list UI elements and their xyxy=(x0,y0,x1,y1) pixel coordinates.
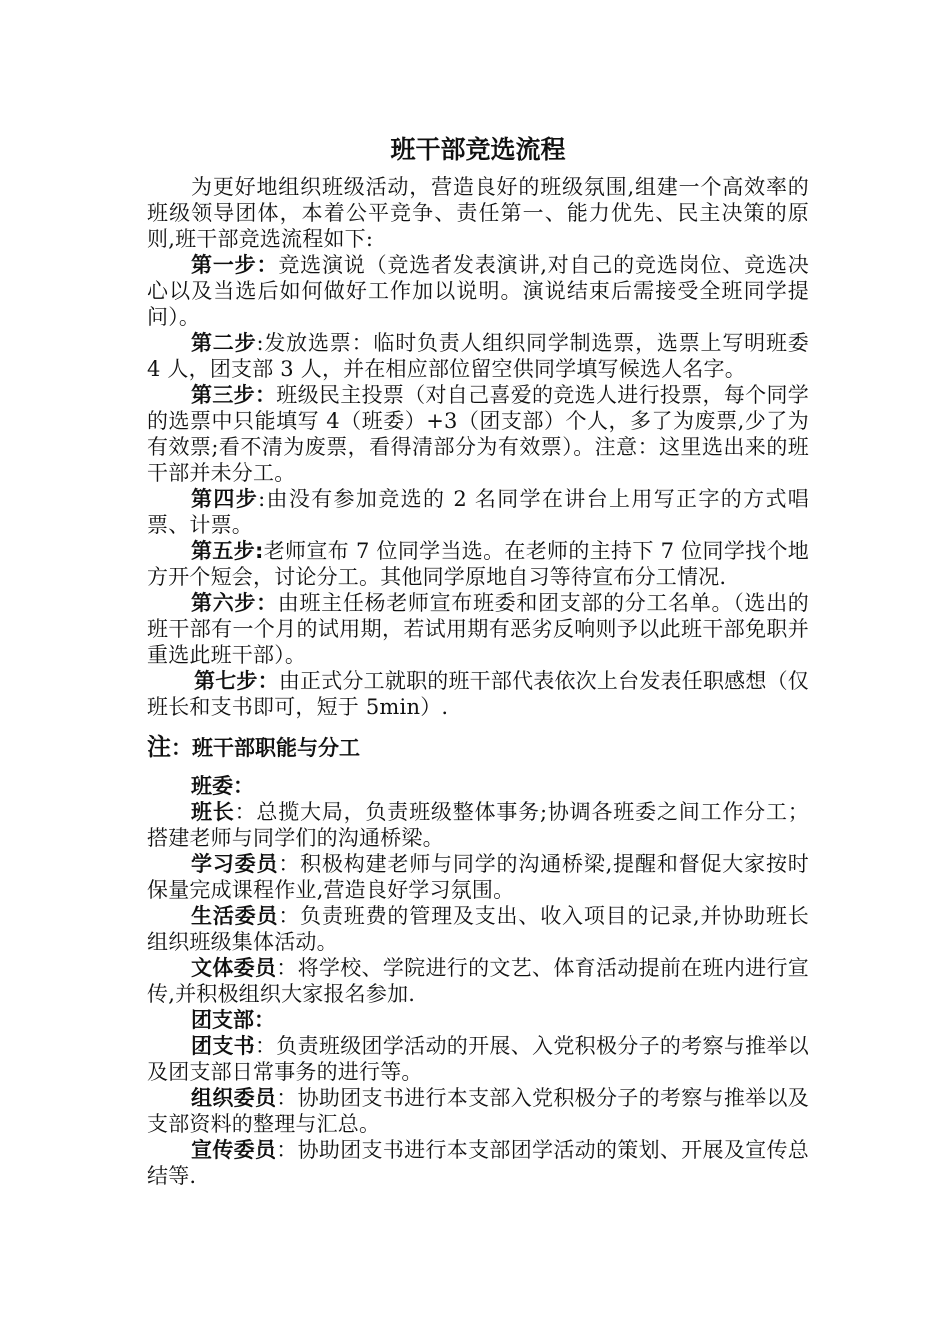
step-2 xyxy=(147,330,809,382)
note-heading xyxy=(147,734,809,761)
role-label: 班长 xyxy=(191,800,235,824)
step-6 xyxy=(147,590,809,668)
role-publicity-committee xyxy=(147,1137,809,1189)
step-7 xyxy=(147,668,809,720)
step-label: 第七步： xyxy=(194,669,279,693)
class-committee-heading: 班委： xyxy=(191,774,254,798)
document-title: 班干部竞选流程 xyxy=(390,135,566,164)
step-text: :发放选票：临时负责人组织同学制选票，选票上写明班委 4 人，团支部 3 人，并在相应部位留空供同学填写候选人名字。 xyxy=(147,331,809,381)
step-1 xyxy=(147,252,809,330)
role-arts-sports-committee xyxy=(147,955,809,1007)
note-heading-text: ：班干部职能与分工 xyxy=(171,736,360,760)
step-text: :由没有参加竞选的 2 名同学在讲台上用写正字的方式唱票、计票。 xyxy=(147,487,809,537)
intro-paragraph: 为更好地组织班级活动，营造良好的班级氛围,组建一个高效率的班级领导团体，本着公平竞争、责任第一、能力优先、民主决策的原则,班干部竞选流程如下: xyxy=(147,175,809,251)
step-label: 第六步： xyxy=(191,591,278,615)
role-organization-committee xyxy=(147,1085,809,1137)
role-text: ：负责班费的管理及支出、收入项目的记录,并协助班长组织班级集体活动。 xyxy=(147,904,809,954)
document-page xyxy=(147,130,809,1189)
role-label: 团支书 xyxy=(191,1034,255,1058)
step-text: 班级民主投票（对自己喜爱的竞选人进行投票，每个同学的选票中只能填写 4（班委）+3（团支部）个人，多了为废票,少了为有效票;看不清为废票，看得清部分为有效票）。注意：这里选出来的班干部并未分工。 xyxy=(147,383,809,485)
step-label: 第四步 xyxy=(191,487,259,511)
role-text: ：总揽大局，负责班级整体事务;协调各班委之间工作分工；搭建老师与同学们的沟通桥梁。 xyxy=(147,800,809,850)
role-label: 宣传委员 xyxy=(191,1138,277,1162)
step-4 xyxy=(147,486,809,538)
step-label: 第三步： xyxy=(191,383,277,407)
role-text: ：协助团支书进行本支部入党积极分子的考察与推举以及支部资料的整理与汇总。 xyxy=(147,1086,809,1136)
step-label: 第二步 xyxy=(191,331,257,355)
step-text: 老师宣布 7 位同学当选。在老师的主持下 7 位同学找个地方开个短会，讨论分工。其他同学原地自习等待宣布分工情况. xyxy=(147,539,809,589)
league-branch-heading: 团支部： xyxy=(191,1008,275,1032)
step-label: 第五步: xyxy=(191,539,264,563)
role-study-committee xyxy=(147,851,809,903)
step-3 xyxy=(147,382,809,486)
role-text: ：将学校、学院进行的文艺、体育活动提前在班内进行宣传,并积极组织大家报名参加. xyxy=(147,956,809,1006)
step-5 xyxy=(147,538,809,590)
role-text: ：积极构建老师与同学的沟通桥梁,提醒和督促大家按时保量完成课程作业,营造良好学习氛围。 xyxy=(147,852,809,902)
role-label: 组织委员 xyxy=(191,1086,277,1110)
role-league-secretary xyxy=(147,1033,809,1085)
role-monitor xyxy=(147,799,809,851)
role-text: ：协助团支书进行本支部团学活动的策划、开展及宣传总结等. xyxy=(147,1138,809,1188)
role-label: 文体委员 xyxy=(191,956,277,980)
role-label: 学习委员 xyxy=(191,852,279,876)
step-text: 由班主任杨老师宣布班委和团支部的分工名单。（选出的班干部有一个月的试用期，若试用期有恶劣反响则予以此班干部免职并重选此班干部）。 xyxy=(147,591,809,667)
note-mark: 注 xyxy=(147,733,171,761)
step-label: 第一步： xyxy=(191,253,279,277)
step-text: 竞选演说（竞选者发表演讲,对自己的竞选岗位、竞选决心以及当选后如何做好工作加以说明。演说结束后需接受全班同学提问）。 xyxy=(147,253,809,329)
role-label: 生活委员 xyxy=(191,904,279,928)
role-life-committee xyxy=(147,903,809,955)
role-text: ：负责班级团学活动的开展、入党积极分子的考察与推举以及团支部日常事务的进行等。 xyxy=(147,1034,809,1084)
step-text: 由正式分工就职的班干部代表依次上台发表任职感想（仅班长和支书即可，短于 5min）. xyxy=(147,669,809,719)
